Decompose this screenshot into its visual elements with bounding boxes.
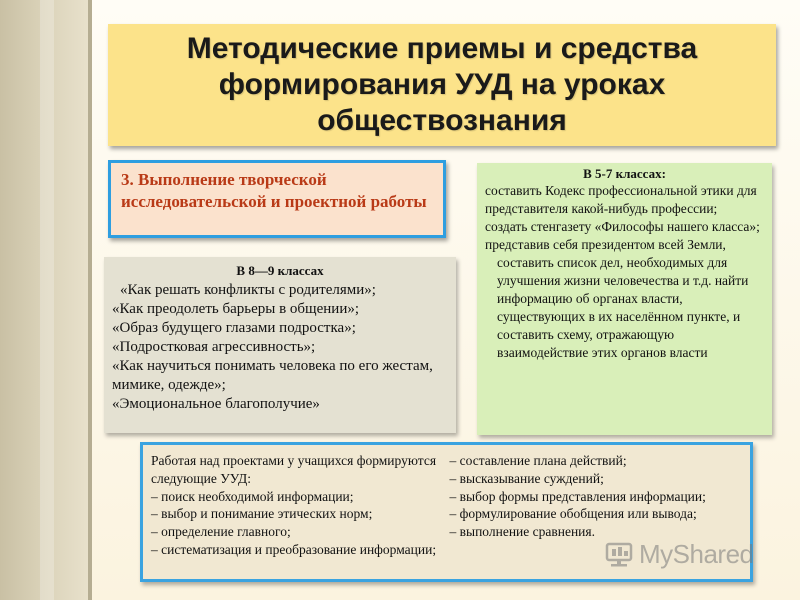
grades-8-9-item: «Как научиться понимать человека по его жестам, мимике, одежде»; (112, 358, 433, 393)
grades-8-9-item: «Подростковая агрессивность»; (112, 339, 316, 355)
projects-line: – высказывание суждений; (449, 470, 604, 486)
projects-line: – формулирование обобщения или вывода; (449, 506, 697, 522)
grades-8-9-heading: В 8—9 классах (236, 263, 324, 278)
section-heading-box (108, 160, 446, 238)
grades-5-7-line: создать стенгазету «Философы нашего класса»; (485, 219, 760, 234)
projects-line: – выбор формы представления информации; (449, 488, 706, 504)
grades-8-9-item: «Эмоциональное благополучие» (112, 396, 320, 412)
grades-5-7-line: составить Кодекс профессиональной этики для представителя какой-нибудь профессии; (485, 183, 757, 216)
watermark-logo-icon (605, 540, 635, 568)
left-decorative-bar (0, 0, 92, 600)
slide-title: Методические приемы и средства формирования УУД на уроках обществознания (186, 32, 698, 137)
grades-5-7-line: представив себя президентом всей Земли, составить список дел, необходимых для улучшения жизни человечества и т.д. найти информацию об органах власти, существующих в их населённом пункте, и составить схему, отражающую взаимодействие этих органов власти (485, 237, 749, 360)
grades-5-7-heading: В 5-7 классах: (583, 166, 666, 181)
grades-8-9-item: «Как преодолеть барьеры в общении»; (112, 301, 360, 317)
grades-5-7-box (477, 163, 772, 435)
section-heading: 3. Выполнение творческой исследовательской и проектной работы (121, 170, 427, 211)
projects-line: – систематизация и преобразование информации; (151, 541, 437, 557)
projects-line: Работая над проектами у учащихся формируются следующие УУД: (151, 453, 437, 486)
projects-line: – составление плана действий; (449, 453, 627, 468)
projects-line: – выбор и понимание этических норм; (151, 506, 373, 522)
grades-8-9-box (104, 257, 456, 433)
title-box (108, 24, 776, 146)
grades-8-9-item: «Образ будущего глазами подростка»; (112, 320, 356, 336)
watermark (605, 537, 754, 571)
watermark-text: MyShared (639, 538, 754, 569)
left-bar-edge (88, 0, 92, 600)
projects-line: – выполнение сравнения. (449, 524, 595, 540)
left-bar-stripe (40, 0, 54, 600)
projects-left-column (151, 452, 444, 572)
projects-line: – определение главного; (151, 524, 291, 540)
grades-8-9-item: «Как решать конфликты с родителями»; (120, 282, 376, 298)
projects-line: – поиск необходимой информации; (151, 488, 354, 504)
